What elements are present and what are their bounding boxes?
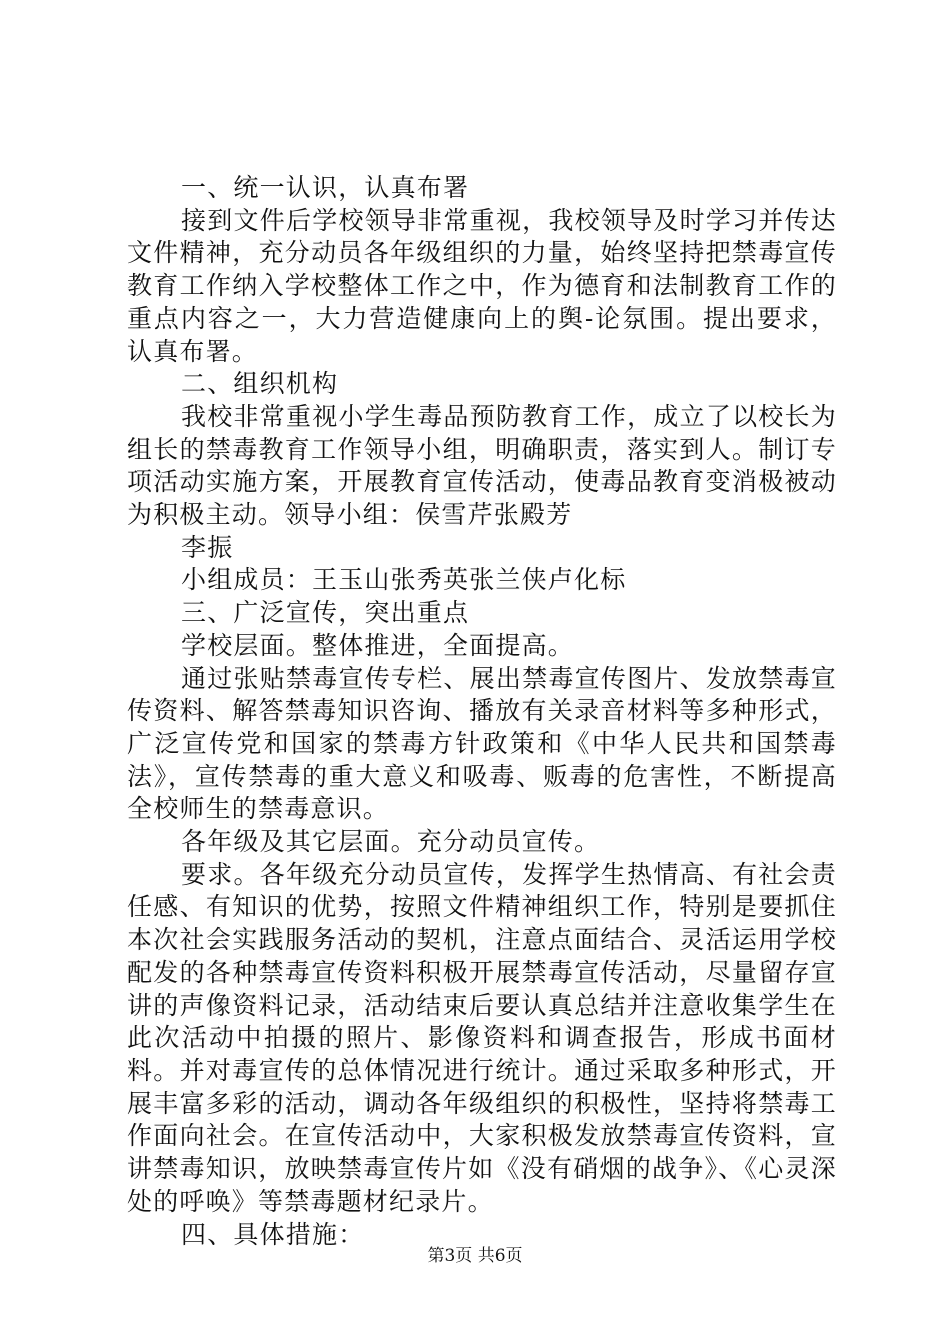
page-number-footer: 第3页 共6页 bbox=[427, 1246, 523, 1266]
paragraph-text: 学校层面。整体推进，全面提高。 bbox=[181, 630, 575, 660]
paragraph-text: 李振 bbox=[181, 532, 234, 562]
paragraph-text: 要求。各年级充分动员宣传，发挥学生热情高、有社会责任感、有知识的优势，按照文件精神组织工作，特别是要抓住本次社会实践服务活动的契机，注意点面结合、灵活运用学校配发的各种禁毒宣传资料积极开展禁毒宣传活动，尽量留存宣讲的声像资料记录，活动结束后要认真总结并注意收集学生在此次活动中拍摄的照片、影像资料和调查报告，形成书面材料。并对毒宣传的总体情况进行统计。通过采取多种形式，开展丰富多彩的活动，调动各年级组织的积极性，坚持将禁毒工作面向社会。在宣传活动中，大家积极发放禁毒宣传资料，宣讲禁毒知识，放映禁毒宣传片如《没有硝烟的战争》、《心灵深处的呼唤》等禁毒题材纪录片。 bbox=[127, 859, 837, 1216]
paragraph-text: 通过张贴禁毒宣传专栏、展出禁毒宣传图片、发放禁毒宣传资料、解答禁毒知识咨询、播放有关录音材料等多种形式，广泛宣传党和国家的禁毒方针政策和《中华人民共和国禁毒法》，宣传禁毒的重大意义和吸毒、贩毒的危害性，不断提高全校师生的禁毒意识。 bbox=[127, 663, 837, 824]
heading-organization: 二、组织机构 bbox=[181, 369, 339, 399]
paragraph-text: 各年级及其它层面。充分动员宣传。 bbox=[181, 827, 601, 857]
document-body bbox=[127, 172, 837, 1251]
heading-publicity: 三、广泛宣传，突出重点 bbox=[181, 598, 470, 628]
heading-unify-understanding: 一、统一认识，认真布署 bbox=[181, 173, 470, 202]
paragraph-text: 我校非常重视小学生毒品预防教育工作，成立了以校长为组长的禁毒教育工作领导小组，明确职责，落实到人。制订专项活动实施方案，开展教育宣传活动，使毒品教育变消极被动为积极主动。领导小组：侯雪芹张殿芳 bbox=[127, 401, 837, 530]
heading-measures: 四、具体措施： bbox=[181, 1219, 365, 1249]
paragraph-text: 小组成员：王玉山张秀英张兰侠卢化标 bbox=[181, 565, 627, 595]
paragraph-text: 接到文件后学校领导非常重视，我校领导及时学习并传达文件精神，充分动员各年级组织的力量，始终坚持把禁毒宣传教育工作纳入学校整体工作之中，作为德育和法制教育工作的重点内容之一，大力营造健康向上的舆-论氛围。提出要求，认真布署。 bbox=[127, 205, 837, 366]
